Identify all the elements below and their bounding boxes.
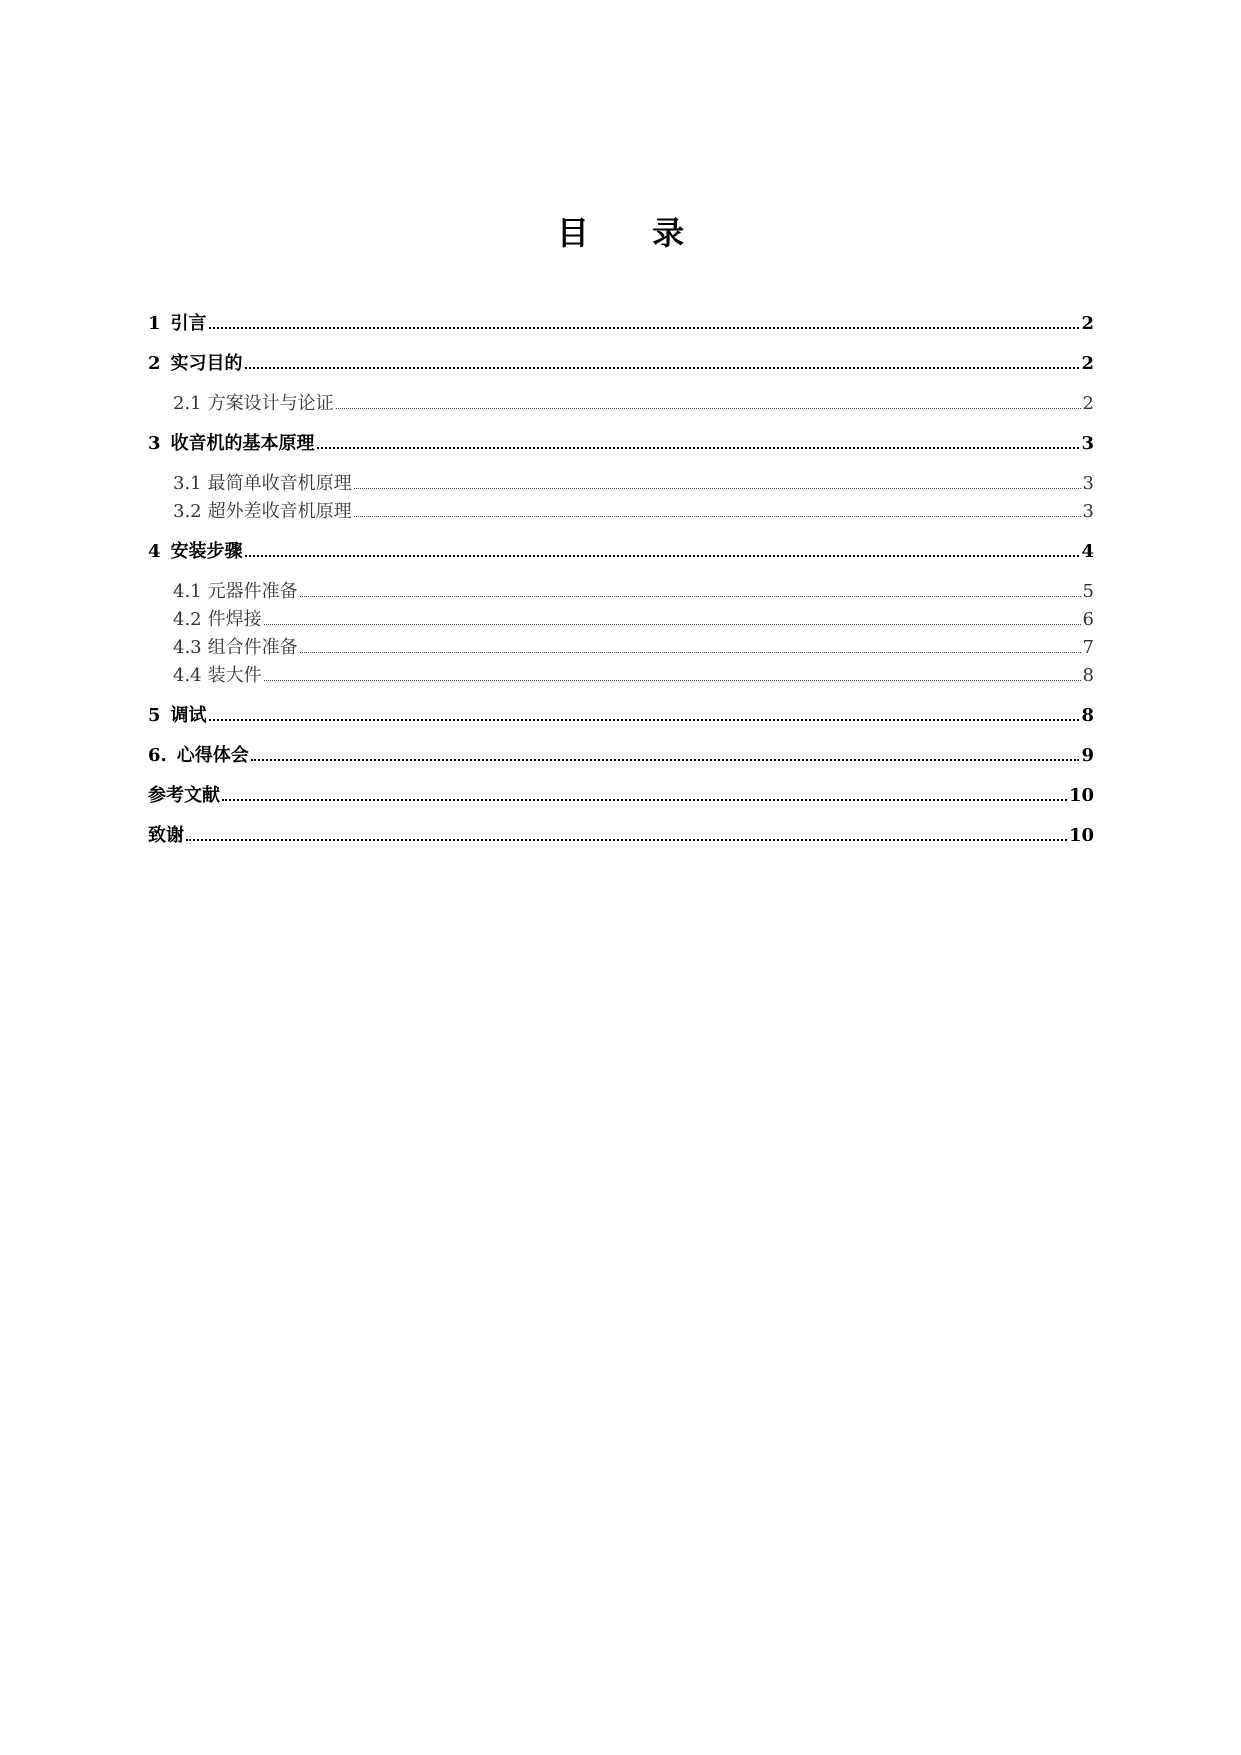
toc-entry-label: 方案设计与论证 <box>207 393 334 414</box>
dot-leader <box>354 515 1081 517</box>
toc-entry[interactable] <box>148 782 1094 810</box>
toc-subentry[interactable] <box>148 606 1094 634</box>
toc-subentry[interactable] <box>148 578 1094 606</box>
toc-entry[interactable] <box>148 350 1094 378</box>
toc-entry-label: 最简单收音机原理 <box>207 473 352 494</box>
toc-entry-number: 5 <box>148 705 161 726</box>
toc-entry-page: 5 <box>1082 581 1094 602</box>
toc-entry-number: 4.3 <box>173 637 202 658</box>
dot-leader <box>186 838 1067 841</box>
toc-entry-label: 超外差收音机原理 <box>207 501 352 522</box>
dot-leader <box>264 623 1081 625</box>
toc-entry[interactable] <box>148 430 1094 458</box>
dot-leader <box>209 326 1080 329</box>
dot-leader <box>245 554 1080 557</box>
toc-entry-number: 2.1 <box>173 393 202 414</box>
toc-entry-label: 调试 <box>170 705 207 726</box>
toc-entry-page: 2 <box>1082 393 1094 414</box>
toc-entry-page: 7 <box>1082 637 1094 658</box>
toc-subentry[interactable] <box>148 470 1094 498</box>
toc-entry-number: 4.4 <box>173 665 202 686</box>
toc-entry-label: 参考文献 <box>148 785 220 806</box>
toc-entry-label: 元器件准备 <box>207 581 298 602</box>
toc-entry-number: 3.2 <box>173 501 202 522</box>
toc-entry-page: 9 <box>1081 745 1094 766</box>
toc-entry-page: 4 <box>1081 541 1094 562</box>
dot-leader <box>222 798 1067 801</box>
toc-entry-page: 3 <box>1082 501 1094 522</box>
dot-leader <box>317 446 1080 449</box>
toc-entry-number: 1 <box>148 313 161 334</box>
toc-entry-number: 4.1 <box>173 581 202 602</box>
toc-entry-page: 2 <box>1081 353 1094 374</box>
toc-entry-label: 致谢 <box>148 825 184 846</box>
toc-entry-page: 2 <box>1081 313 1094 334</box>
toc-subentry[interactable] <box>148 634 1094 662</box>
toc-entry-label: 安装步骤 <box>170 541 243 562</box>
toc-entry-label: 件焊接 <box>207 609 262 630</box>
toc-entry-page: 3 <box>1082 473 1094 494</box>
toc-entry-label: 引言 <box>170 313 207 334</box>
toc-entry-page: 10 <box>1068 825 1094 846</box>
toc-entry[interactable] <box>148 822 1094 850</box>
toc-subentry[interactable] <box>148 498 1094 526</box>
toc-entry-page: 8 <box>1081 705 1094 726</box>
toc-subentry[interactable] <box>148 662 1094 690</box>
dot-leader <box>354 487 1081 489</box>
toc-entry-page: 10 <box>1068 785 1094 806</box>
dot-leader <box>264 679 1081 681</box>
toc-entry-number: 2 <box>148 353 161 374</box>
toc-entry-label: 实习目的 <box>170 353 243 374</box>
toc-entry-label: 收音机的基本原理 <box>170 433 315 454</box>
toc-entry-page: 8 <box>1082 665 1094 686</box>
toc-entry[interactable] <box>148 742 1094 770</box>
toc-entry[interactable] <box>148 702 1094 730</box>
dot-leader <box>245 366 1080 369</box>
dot-leader <box>300 595 1081 597</box>
toc-entry-number: 3 <box>148 433 161 454</box>
toc-entry[interactable] <box>148 538 1094 566</box>
toc-entry-label: 心得体会 <box>176 745 249 766</box>
toc-entry-label: 装大件 <box>207 665 262 686</box>
toc-entry-number: 3.1 <box>173 473 202 494</box>
toc-subentry[interactable] <box>148 390 1094 418</box>
toc-title: 目 录 <box>556 214 711 252</box>
dot-leader <box>209 718 1080 721</box>
toc-entry-number: 4.2 <box>173 609 202 630</box>
dot-leader <box>251 758 1080 761</box>
toc-entry-page: 3 <box>1081 433 1094 454</box>
toc-entry-number: 6. <box>148 745 167 766</box>
toc-entry[interactable] <box>148 310 1094 338</box>
toc-entry-page: 6 <box>1082 609 1094 630</box>
toc-entry-number: 4 <box>148 541 161 562</box>
dot-leader <box>336 407 1081 409</box>
dot-leader <box>300 651 1081 653</box>
toc-entry-label: 组合件准备 <box>207 637 298 658</box>
table-of-contents <box>148 310 1094 850</box>
